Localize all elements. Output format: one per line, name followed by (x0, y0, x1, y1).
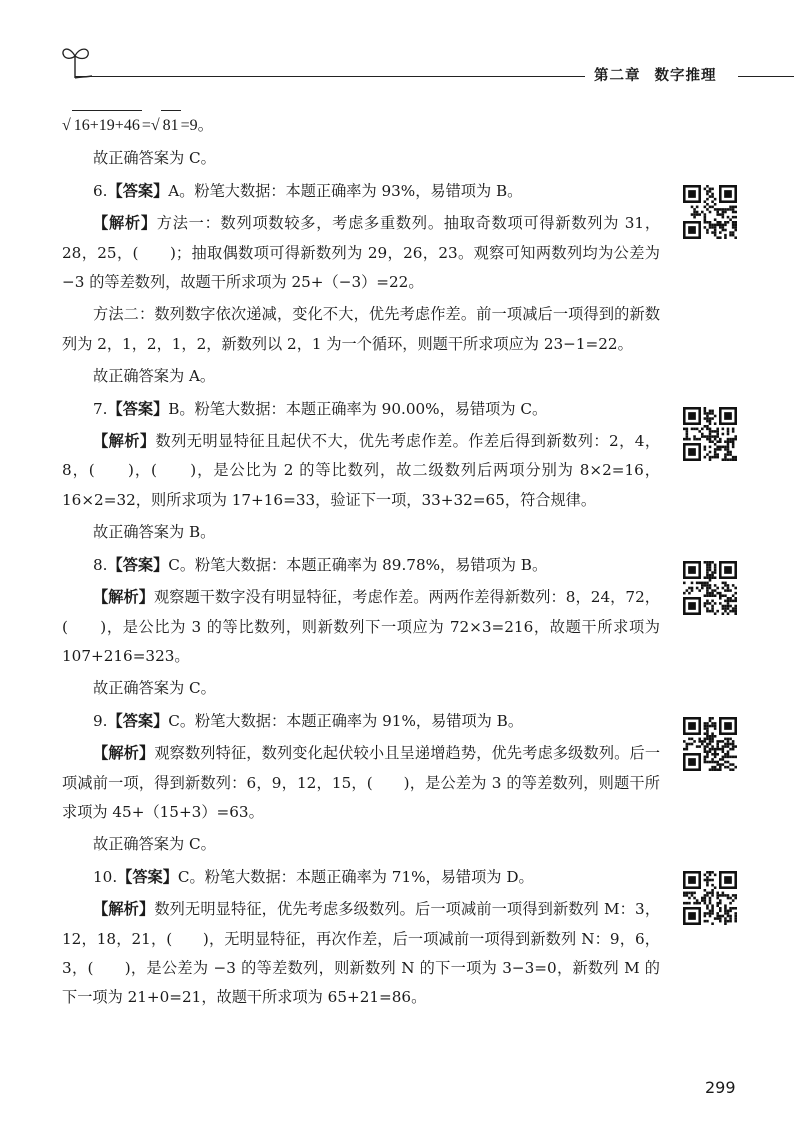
sqrt-formula: √ 16+19+46 =√ 81 =9。 (62, 110, 660, 140)
q9-analysis: 【解析】观察数列特征，数列变化起伏较小且呈递增趋势，优先考虑多级数列。后一项减前一项，得到新数列：6，9，12，15，( )，是公差为 3 的等差数列，则题干所求项为 45+（15+3）=63。 (62, 744, 660, 821)
header-rule-left (75, 76, 585, 77)
qr-code-icon[interactable] (683, 185, 737, 239)
q9-answer: 9.【答案】C。粉笔大数据：本题正确率为 91%，易错项为 B。 (93, 711, 524, 730)
page-content (62, 110, 660, 1016)
sprout-logo-icon (58, 40, 92, 80)
q6-analysis: 【解析】方法一：数列项数较多，考虑多重数列。抽取奇数项可得新数列为 31，28，25，( )；抽取偶数项可得新数列为 29，26，23。观察可知两数列均为公差为 −3 的等差数列，故题干所求项为 25+（−3）=22。 (62, 214, 661, 292)
q6-method2: 方法二：数列数字依次递减，变化不大，优先考虑作差。前一项减后一项得到的新数列为 2，1，2，1，2，新数列以 2，1 为一个循环，则题干所求项应为 23−1=22。 (62, 305, 660, 353)
chapter-label: 第二章 (594, 68, 641, 84)
header-rule-right (738, 76, 794, 77)
qr-code-icon[interactable] (683, 561, 737, 615)
qr-code-icon[interactable] (683, 717, 737, 771)
q8-answer: 8.【答案】C。粉笔大数据：本题正确率为 89.78%，易错项为 B。 (93, 555, 548, 574)
q5-conclusion: 故正确答案为 C。 (93, 149, 216, 168)
q6-answer: 6.【答案】A。粉笔大数据：本题正确率为 93%，易错项为 B。 (93, 181, 523, 200)
q7-conclusion: 故正确答案为 B。 (93, 523, 216, 542)
q7-analysis: 【解析】数列无明显特征且起伏不大，优先考虑作差。作差后得到新数列：2，4，8，( )，( )，是公比为 2 的等比数列，故二级数列后两项分别为 8×2=16，16×2=32，则所求项为 17+16=33，验证下一项，33+32=65，符合规律。 (62, 432, 661, 509)
q9-conclusion: 故正确答案为 C。 (93, 835, 216, 854)
q8-conclusion: 故正确答案为 C。 (93, 679, 216, 698)
qr-code-icon[interactable] (683, 871, 737, 925)
q6-conclusion: 故正确答案为 A。 (93, 367, 216, 386)
qr-code-icon[interactable] (683, 407, 737, 461)
q10-answer: 10.【答案】C。粉笔大数据：本题正确率为 71%，易错项为 D。 (93, 867, 534, 886)
chapter-title: 数字推理 (654, 68, 717, 84)
page-number: 299 (705, 1078, 736, 1097)
q7-answer: 7.【答案】B。粉笔大数据：本题正确率为 90.00%，易错项为 C。 (93, 399, 548, 418)
q8-analysis: 【解析】观察题干数字没有明显特征，考虑作差。两两作差得新数列：8，24，72，( )，是公比为 3 的等比数列，则新数列下一项应为 72×3=216，故题干所求项为 107+216=323。 (62, 588, 660, 665)
chapter-heading (594, 64, 717, 85)
q10-analysis: 【解析】数列无明显特征，优先考虑多级数列。后一项减前一项得到新数列 M：3，12，18，21，( )，无明显特征，再次作差，后一项减前一项得到新数列 N：9，6，3，( )，是公差为 −3 的等差数列，则新数列 N 的下一项为 3−3=0，新数列 M 的下一项为 21+0=21，故题干所求项为 65+21=86。 (62, 900, 661, 1007)
